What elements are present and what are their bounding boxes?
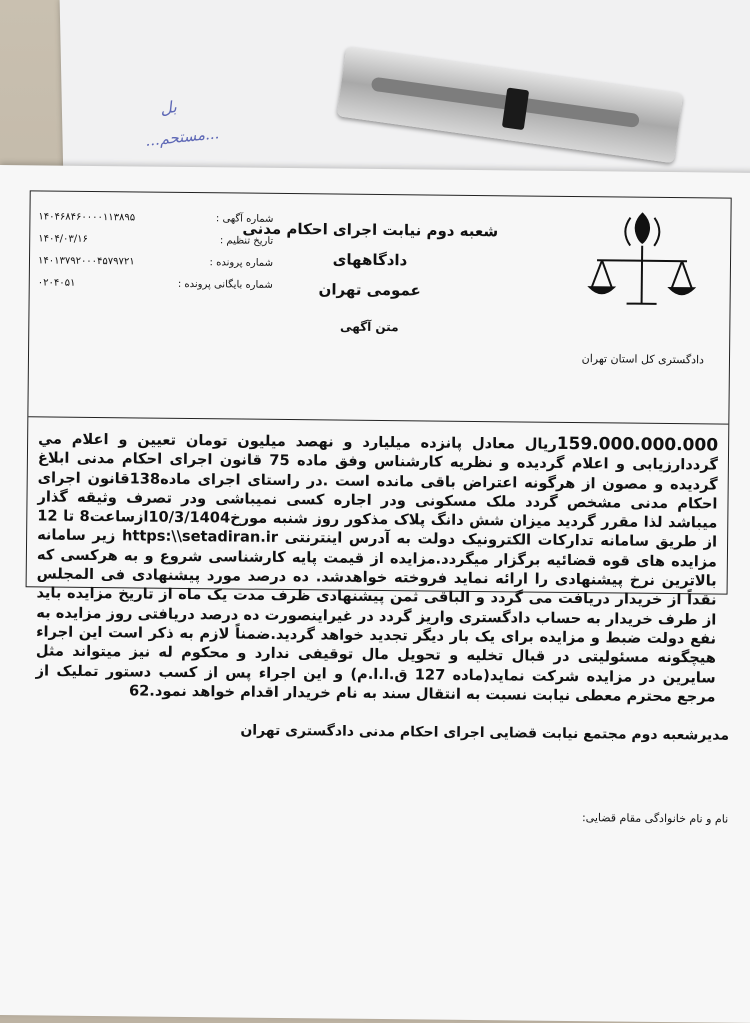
meta-value: ۰۲۰۴۰۵۱: [38, 277, 76, 299]
notice-body-text: ریال معادل پانزده میلیارد و نهصد میلیون تومان تعیین و اعلام مي گرددارزیابی و اعلام گردیده و نظریه کارشناس وفق ماده 75 قانون اجرای احکام مدنی ابلاغ گردیده و مصون از هرگونه اعتراض باقی مانده است .در راستای اجرای ماده138قانون اجرای احکام مدنی مشخص گردد ملک مسکونی ودر اجاره کسی نمیباشی ودر تصرف وثیقه گذار میباشد لذا مقرر گردید میزان شش دانگ پلاک مذکور روز شنبه مورخ10/3/1404ازساعت8 تا 12 از طریق سامانه تدارکات الکترونیک دولت به آدرس اینترنتی https:\\setadiran.ir زیر سامانه مزایده های قوه قضائیه برگزار میگردد.مزایده از قیمت پایه کارشناسی شروع و به هرکسی که بالاترین نرخ پیشنهادی را ارائه نماید فروخته خواهدشد. ده درصد مورد پیشنهادی فی المجلس نقداً از خریدار دریافت می گردد و الباقی ثمن پیشنهادی ظرف مدت یک ماه از تاریخ مزایده باید از طرف خریدار به حساب دادگستری واریز گردد در غیراینصورت ده درصد دریافتی روز مزایده به نفع دولت ضبط و مزایده برای یک بار دیگر تجدید خواهد گردید.ضمناً لازم به ذکر است این اجراء هیچگونه مسئولیتی در قبال تخلیه و تحویل مال توقیفی ندارد و محکوم له نیز میتواند مثل سایرین در مزایده شرکت نماید(ماده 127 ق.ا.ا.م) و این اجراء پس از کسب دستور تملیک از مرجع محترم معطی نیابت نسبت به انتقال سند به نام خریدار اقدام خواهد نمود.62: [36, 430, 718, 705]
notice-header: [28, 191, 730, 424]
organization-name: دادگستری کل استان تهران: [582, 352, 704, 366]
meta-value: ۱۴۰۴/۰۳/۱۶: [38, 233, 88, 256]
handwritten-note: بل: [159, 97, 178, 118]
meta-value: ۱۴۰۱۳۷۹۲۰۰۰۴۵۷۹۷۲۱: [38, 255, 135, 278]
meta-label: تاریخ تنظیم :: [220, 235, 274, 258]
notice-title-line: شعبه دوم نیابت اجرای احکام مدنی دادگاههای: [220, 213, 521, 276]
meta-label: شماره آگهی :: [216, 213, 274, 236]
meta-row: [38, 233, 273, 257]
notice-metadata: [38, 211, 274, 301]
price-amount: 159.000.000.000: [557, 434, 719, 456]
judge-name-label: نام و نام خانوادگی مقام قضایی:: [582, 811, 728, 826]
judiciary-emblem: [581, 205, 702, 316]
meta-row: [38, 255, 273, 279]
notice-subtitle: متن آگهی: [219, 318, 519, 335]
meta-label: شماره بایگانی پرونده :: [178, 279, 273, 302]
notice-paper: [0, 165, 750, 1023]
handwritten-note: ...مستحم...: [144, 124, 220, 150]
meta-value: ۱۴۰۴۶۸۴۶۰۰۰۰۱۱۳۸۹۵: [38, 211, 135, 234]
notice-title-line: عمومی تهران: [220, 273, 520, 306]
notice-body: [35, 429, 718, 706]
meta-row: [38, 277, 273, 301]
binder-clip-tab: [502, 87, 529, 130]
notice-form: [26, 190, 732, 594]
manager-signature-line: مدیرشعبه دوم مجتمع نیابت قضایی اجرای احکام مدنی دادگستری تهران: [240, 723, 729, 744]
meta-label: شماره پرونده :: [209, 257, 273, 280]
meta-row: [38, 211, 273, 235]
